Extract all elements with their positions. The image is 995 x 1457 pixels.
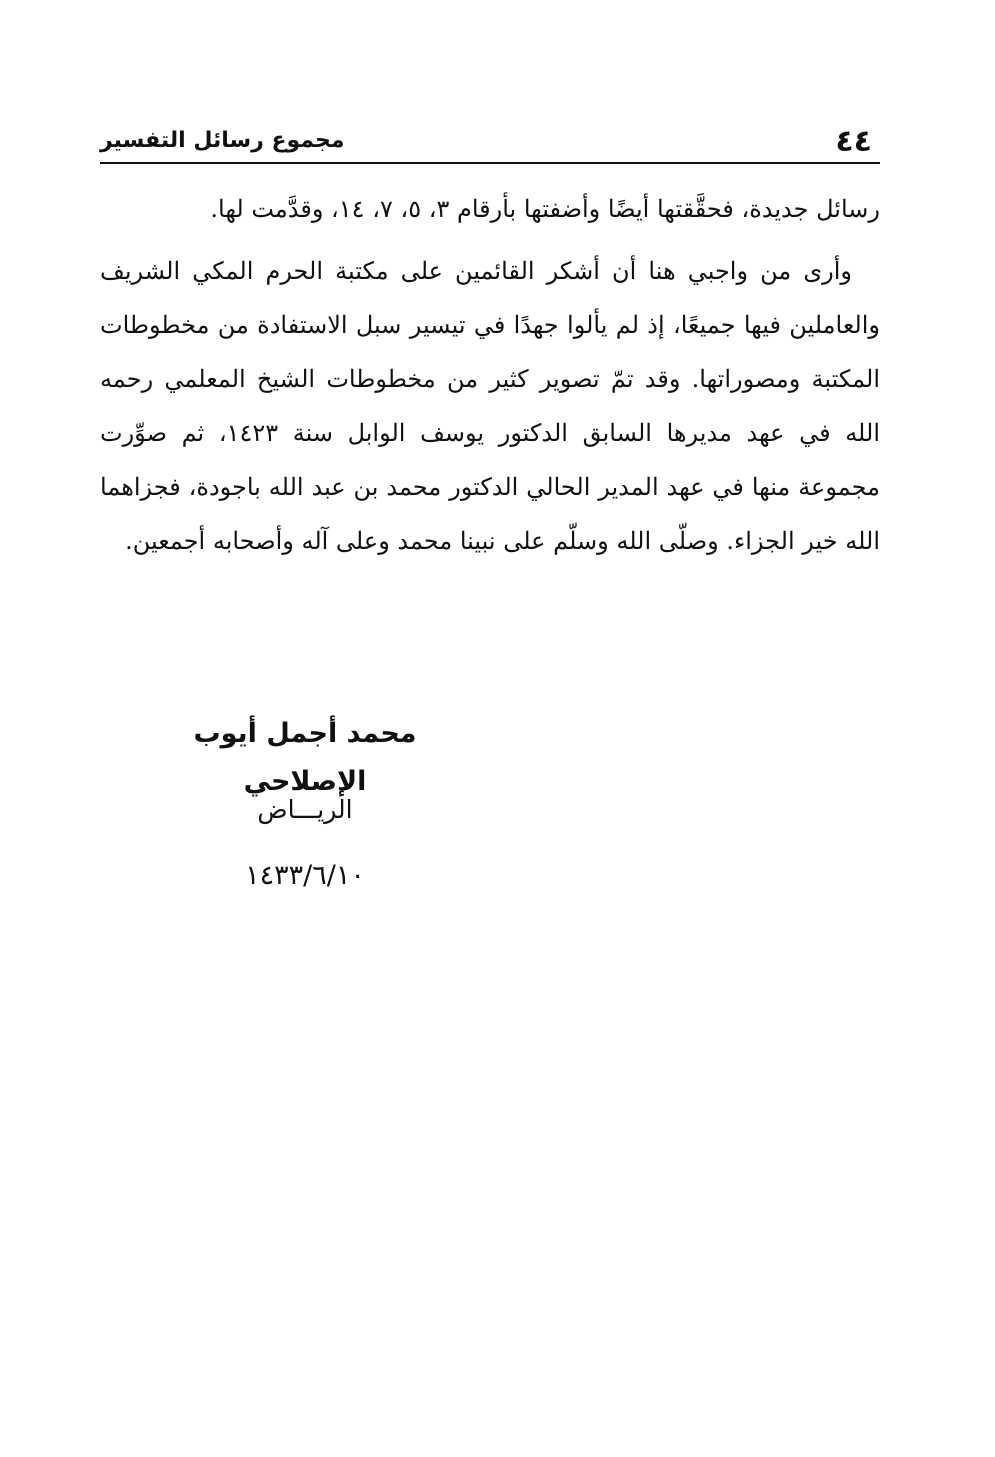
book-title: مجموع رسائل التفسير: [100, 128, 345, 153]
signature-date: ١٤٣٣/٦/١٠: [245, 860, 365, 891]
signature-block: [140, 710, 470, 904]
paragraph-2: وأرى من واجبي هنا أن أشكر القائمين على مكتبة الحرم المكي الشريف والعاملين فيها جميعًا، إذ لم يألوا جهدًا في تيسير سبل الاستفادة من مخطوطات المكتبة ومصوراتها. وقد تمّ تصوير كثير من مخطوطات الشيخ المعلمي رحمه الله في عهد مديرها السابق الدكتور يوسف الوابل سنة ١٤٢٣، ثم صوِّرت مجموعة منها في عهد المدير الحالي الدكتور محمد بن عبد الله باجودة، فجزاهما الله خير الجزاء. وصلّى الله وسلّم على نبينا محمد وعلى آله وأصحابه أجمعين.: [100, 257, 880, 555]
running-header: [100, 120, 880, 160]
signature-place: الريـــاض: [257, 795, 353, 824]
header-divider: [100, 162, 880, 164]
body-text: [100, 182, 880, 568]
author-name: محمد أجمل أيوب الإصلاحي: [193, 718, 417, 797]
page-number: ٤٤: [835, 124, 872, 159]
paragraph-1: رسائل جديدة، فحقَّقتها أيضًا وأضفتها بأرقام ٣، ٥، ٧، ١٤، وقدَّمت لها.: [210, 195, 880, 223]
